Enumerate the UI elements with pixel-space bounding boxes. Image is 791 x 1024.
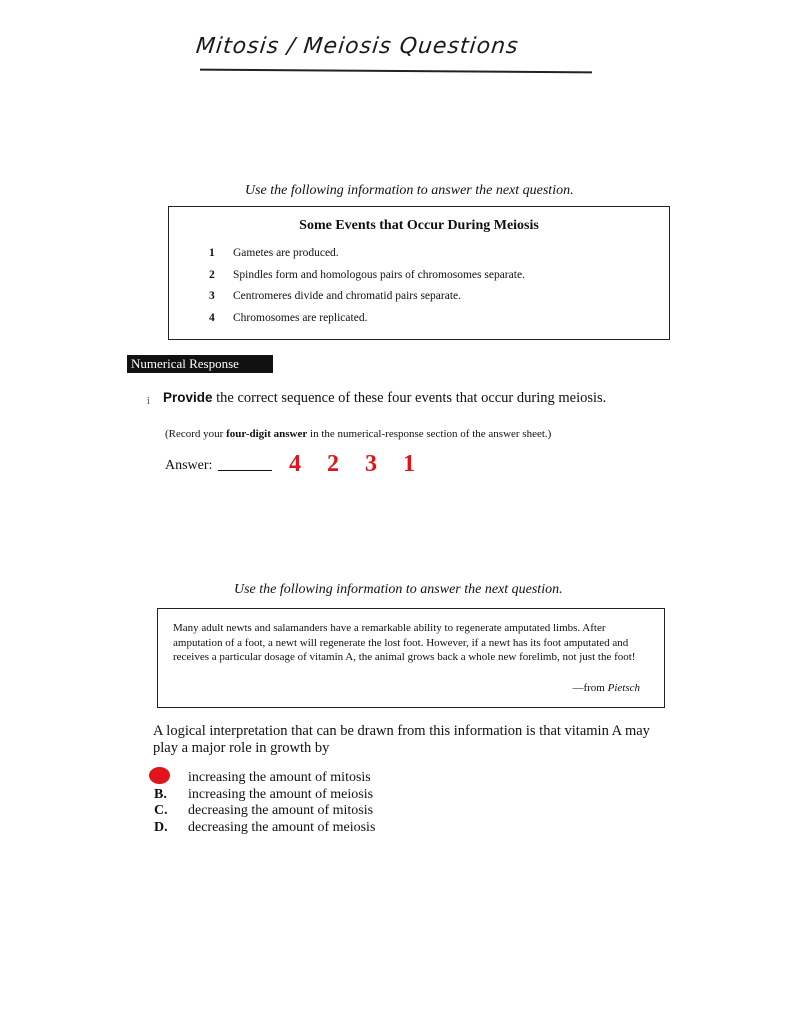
record-bold: four-digit answer xyxy=(226,428,308,440)
passage-source xyxy=(572,681,640,696)
event-item xyxy=(209,247,525,269)
intro-text-2: Use the following information to answer the next question. xyxy=(234,582,563,597)
question-1-verb: Provide xyxy=(163,390,213,405)
intro-text-1: Use the following information to answer the next question. xyxy=(245,183,574,198)
handwritten-answer: 4 2 3 1 xyxy=(289,451,425,477)
choice-text: increasing the amount of meiosis xyxy=(188,786,374,802)
answer-choices xyxy=(154,770,375,836)
choice-text: increasing the amount of mitosis xyxy=(188,770,371,785)
event-text: Spindles form and homologous pairs of chromosomes separate. xyxy=(233,268,525,281)
choice-letter: D. xyxy=(154,819,168,835)
choice-letter: B. xyxy=(154,786,167,802)
newt-passage-box xyxy=(157,608,665,708)
event-number: 2 xyxy=(209,268,215,281)
answer-label: Answer: xyxy=(165,458,213,473)
event-item xyxy=(209,312,525,334)
event-number: 3 xyxy=(209,290,215,302)
record-post: in the numerical-response section of the answer sheet.) xyxy=(307,428,552,440)
question-number: i xyxy=(147,396,150,407)
answer-blank xyxy=(218,470,272,471)
choice-text: decreasing the amount of meiosis xyxy=(188,819,376,835)
event-number: 4 xyxy=(209,311,215,324)
passage-text: Many adult newts and salamanders have a remarkable ability to regenerate amputated limbs. After amputation of a foot, a newt will regenerate the lost foot. However, if a newt has its foot amputated and receives a particular dosage of vitamin A, the animal grows back a whole new forelimb, not just the foot! xyxy=(173,622,636,663)
event-text: Chromosomes are replicated. xyxy=(233,311,368,324)
source-prefix: —from xyxy=(572,682,608,694)
meiosis-events-box xyxy=(168,206,670,340)
record-instruction xyxy=(165,428,551,440)
choice-b[interactable] xyxy=(154,787,375,804)
choice-c[interactable] xyxy=(154,803,375,820)
question-1-text xyxy=(163,390,606,407)
record-pre: (Record your xyxy=(165,428,227,440)
numerical-response-badge: Numerical Response xyxy=(127,355,273,373)
question-2-text: A logical interpretation that can be drawn from this information is that vitamin A may play a major role in growth by xyxy=(153,723,650,756)
event-item xyxy=(209,269,525,291)
choice-text: decreasing the amount of mitosis xyxy=(188,803,374,818)
choice-d[interactable] xyxy=(154,820,375,837)
title-underline xyxy=(200,69,592,74)
events-box-title: Some Events that Occur During Meiosis xyxy=(299,218,539,233)
event-number: 1 xyxy=(209,247,215,259)
event-text: Centromeres divide and chromatid pairs separate. xyxy=(233,290,462,302)
events-list xyxy=(209,247,525,333)
handwritten-title: Mitosis / Meiosis Questions xyxy=(194,34,520,59)
source-name: Pietsch xyxy=(607,682,640,694)
question-1-rest: the correct sequence of these four events that occur during meiosis. xyxy=(212,390,607,406)
event-item xyxy=(209,290,525,312)
choice-a[interactable] xyxy=(154,770,375,787)
event-text: Gametes are produced. xyxy=(233,247,339,259)
choice-letter: C. xyxy=(154,803,168,818)
